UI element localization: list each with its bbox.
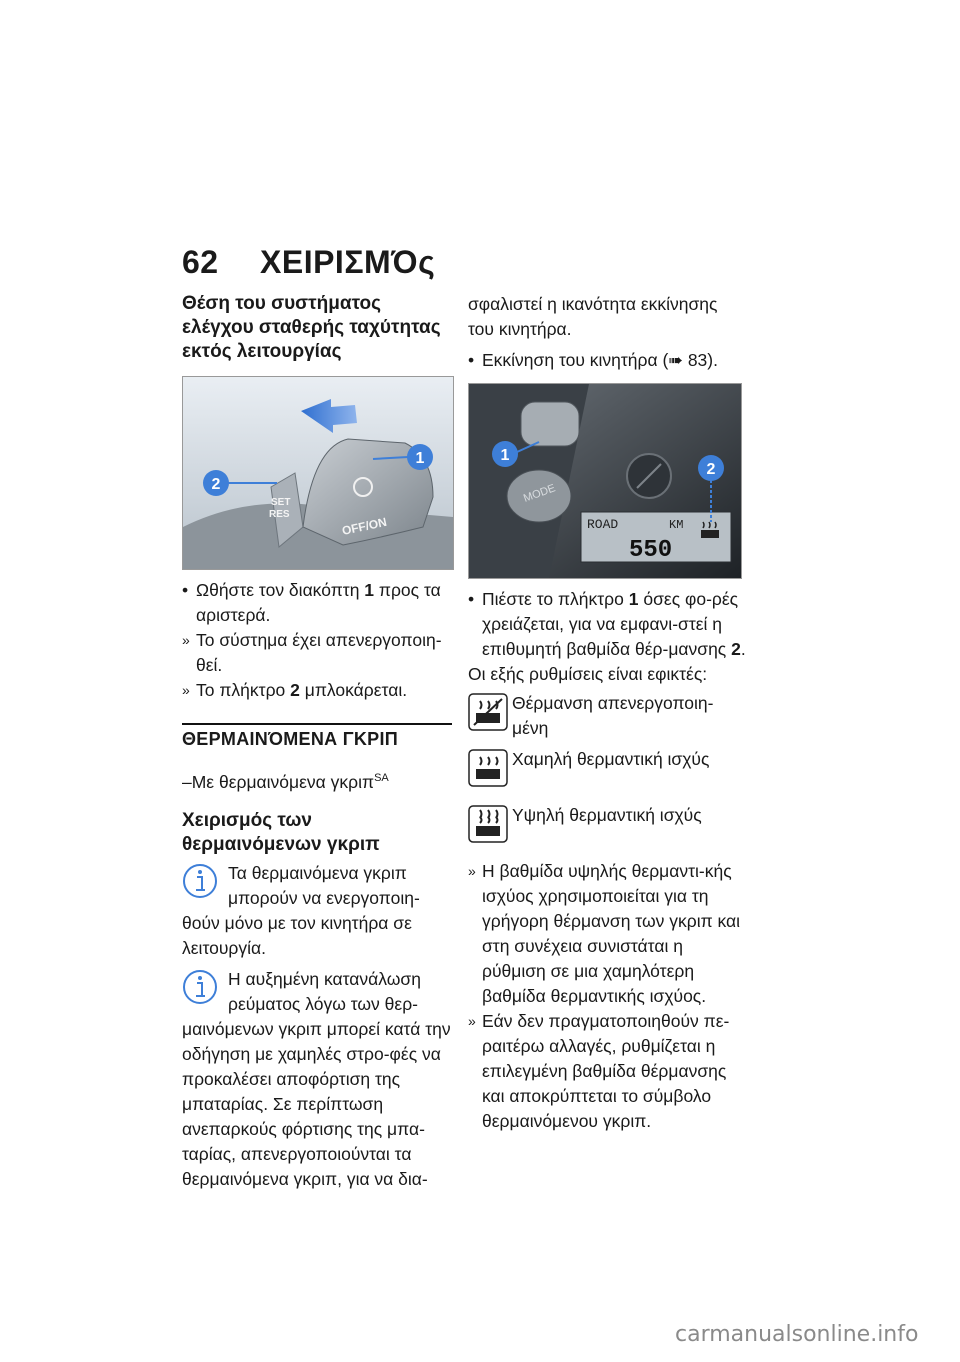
cruise-switch-illustration	[183, 377, 453, 569]
continued-text: σφαλιστεί η ικανότητα εκκίνησης του κινητήρα.	[468, 294, 718, 339]
figure-cruise-switch	[182, 376, 454, 570]
page-ref-arrow-icon: ➠	[668, 350, 688, 370]
result-arrow-icon: »	[182, 682, 190, 698]
page-header	[182, 244, 435, 281]
subheading-operation: Χειρισμός των θερμαινόμενων γκριπ	[182, 810, 380, 855]
result-no-changes: » Εάν δεν πραγματοποιηθούν πε-ραιτέρω αλλαγές, ρυθμίζεται η επιλεγμένη βαθμίδα θέρμανσης και αποκρύπτεται το σύμβολο θερμαινόμενου γκριπ.	[468, 1011, 730, 1131]
info-icon	[182, 969, 218, 1005]
figure-handlebar-display	[468, 383, 742, 579]
setting-heating-high: Υψηλή θερμαντική ισχύς	[468, 803, 746, 853]
info-note-1: Τα θερμαινόμενα γκριπ μπορούν να ενεργοποιη-θούν μόνο με τον κινητήρα σε λειτουργία.	[182, 863, 420, 958]
bullet-icon: •	[468, 350, 475, 370]
heated-grip-symbol-icon	[701, 522, 719, 538]
result-arrow-icon: »	[468, 863, 476, 879]
callout-1: 1	[415, 450, 425, 467]
result-blocked: » Το πλήκτρο 2 μπλοκάρεται.	[182, 678, 452, 703]
setting-heating-low: Χαμηλή θερμαντική ισχύς	[468, 747, 746, 797]
heated-grips-heading: ΘΕΡΜΑΙΝΌΜΕΝΑ ΓΚΡΙΠ	[182, 723, 452, 752]
step-start-engine: • Εκκίνηση του κινητήρα (➠ 83).	[468, 348, 746, 373]
result-disabled: » Το σύστημα έχει απενεργοποιη-θεί.	[182, 630, 442, 675]
chapter-title: ΧΕΙΡΙΣΜΌς	[260, 244, 436, 280]
left-column	[182, 292, 452, 1192]
heating-low-icon	[468, 749, 508, 787]
info-note-2: Η αυξημένη κατανάλωση ρεύματος λόγω των θερ-μαινόμενων γκριπ μπορεί κατά την οδήγηση με χαμηλές στρο-φές να προκαλέσει αποφόρτιση της μπαταρίας. Σε περίπτωση ανεπαρκούς φόρτισης της μπα-ταρίας, απενεργοποιούνται τα θερμαινόμενα γκριπ, για να δια-	[182, 969, 451, 1189]
result-arrow-icon: »	[468, 1013, 476, 1029]
step-press-button: • Πιέστε το πλήκτρο 1 όσες φο-ρές χρειάζεται, για να εμφανι-στεί η επιθυμητή βαθμίδα θέρ-μανσης 2.	[468, 589, 746, 659]
result-high-level: » Η βαθμίδα υψηλής θερμαντι-κής ισχύος χρησιμοποιείται για τη γρήγορη θέρμανση των γκριπ και στη συνέχεια συνιστάται η ρύθμιση σε μια χαμηλότερη βαθμίδα θερμαντικής ισχύος.	[468, 861, 741, 1006]
display-unit: KM	[669, 518, 684, 532]
right-column	[468, 292, 746, 1134]
callout-2: 2	[706, 461, 716, 478]
info-icon	[182, 863, 218, 899]
page-number: 62	[182, 244, 219, 280]
watermark: carmanualsonline.info	[675, 1322, 919, 1347]
bullet-icon: •	[182, 580, 189, 600]
settings-intro: Οι εξής ρυθμίσεις είναι εφικτές:	[468, 664, 708, 684]
callout-1: 1	[500, 447, 510, 464]
step-push-switch: • Ωθήστε τον διακόπτη 1 προς τα αριστερά.	[182, 580, 441, 625]
res-label: RES	[269, 509, 290, 520]
mode-label: MODE	[521, 482, 558, 505]
display-mode: ROAD	[587, 517, 619, 532]
section-title: Θέση του συστήματος ελέγχου σταθερής ταχύτητας εκτός λειτουργίας	[182, 293, 441, 362]
setting-heating-off: Θέρμανση απενεργοποιη-μένη	[468, 691, 746, 741]
equipment-note: –Με θερμαινόμενα γκριπ$^{SA}$	[182, 772, 389, 792]
handlebar-display-illustration	[469, 384, 741, 578]
callout-2: 2	[211, 476, 221, 493]
page-ref[interactable]: 83	[687, 350, 708, 370]
heating-off-icon	[468, 693, 508, 731]
set-label: SET	[271, 497, 291, 508]
display-value: 550	[629, 537, 673, 564]
result-arrow-icon: »	[182, 632, 190, 648]
heating-high-icon	[468, 805, 508, 843]
bullet-icon: •	[468, 589, 475, 609]
offon-label: OFF/ON	[340, 514, 388, 538]
